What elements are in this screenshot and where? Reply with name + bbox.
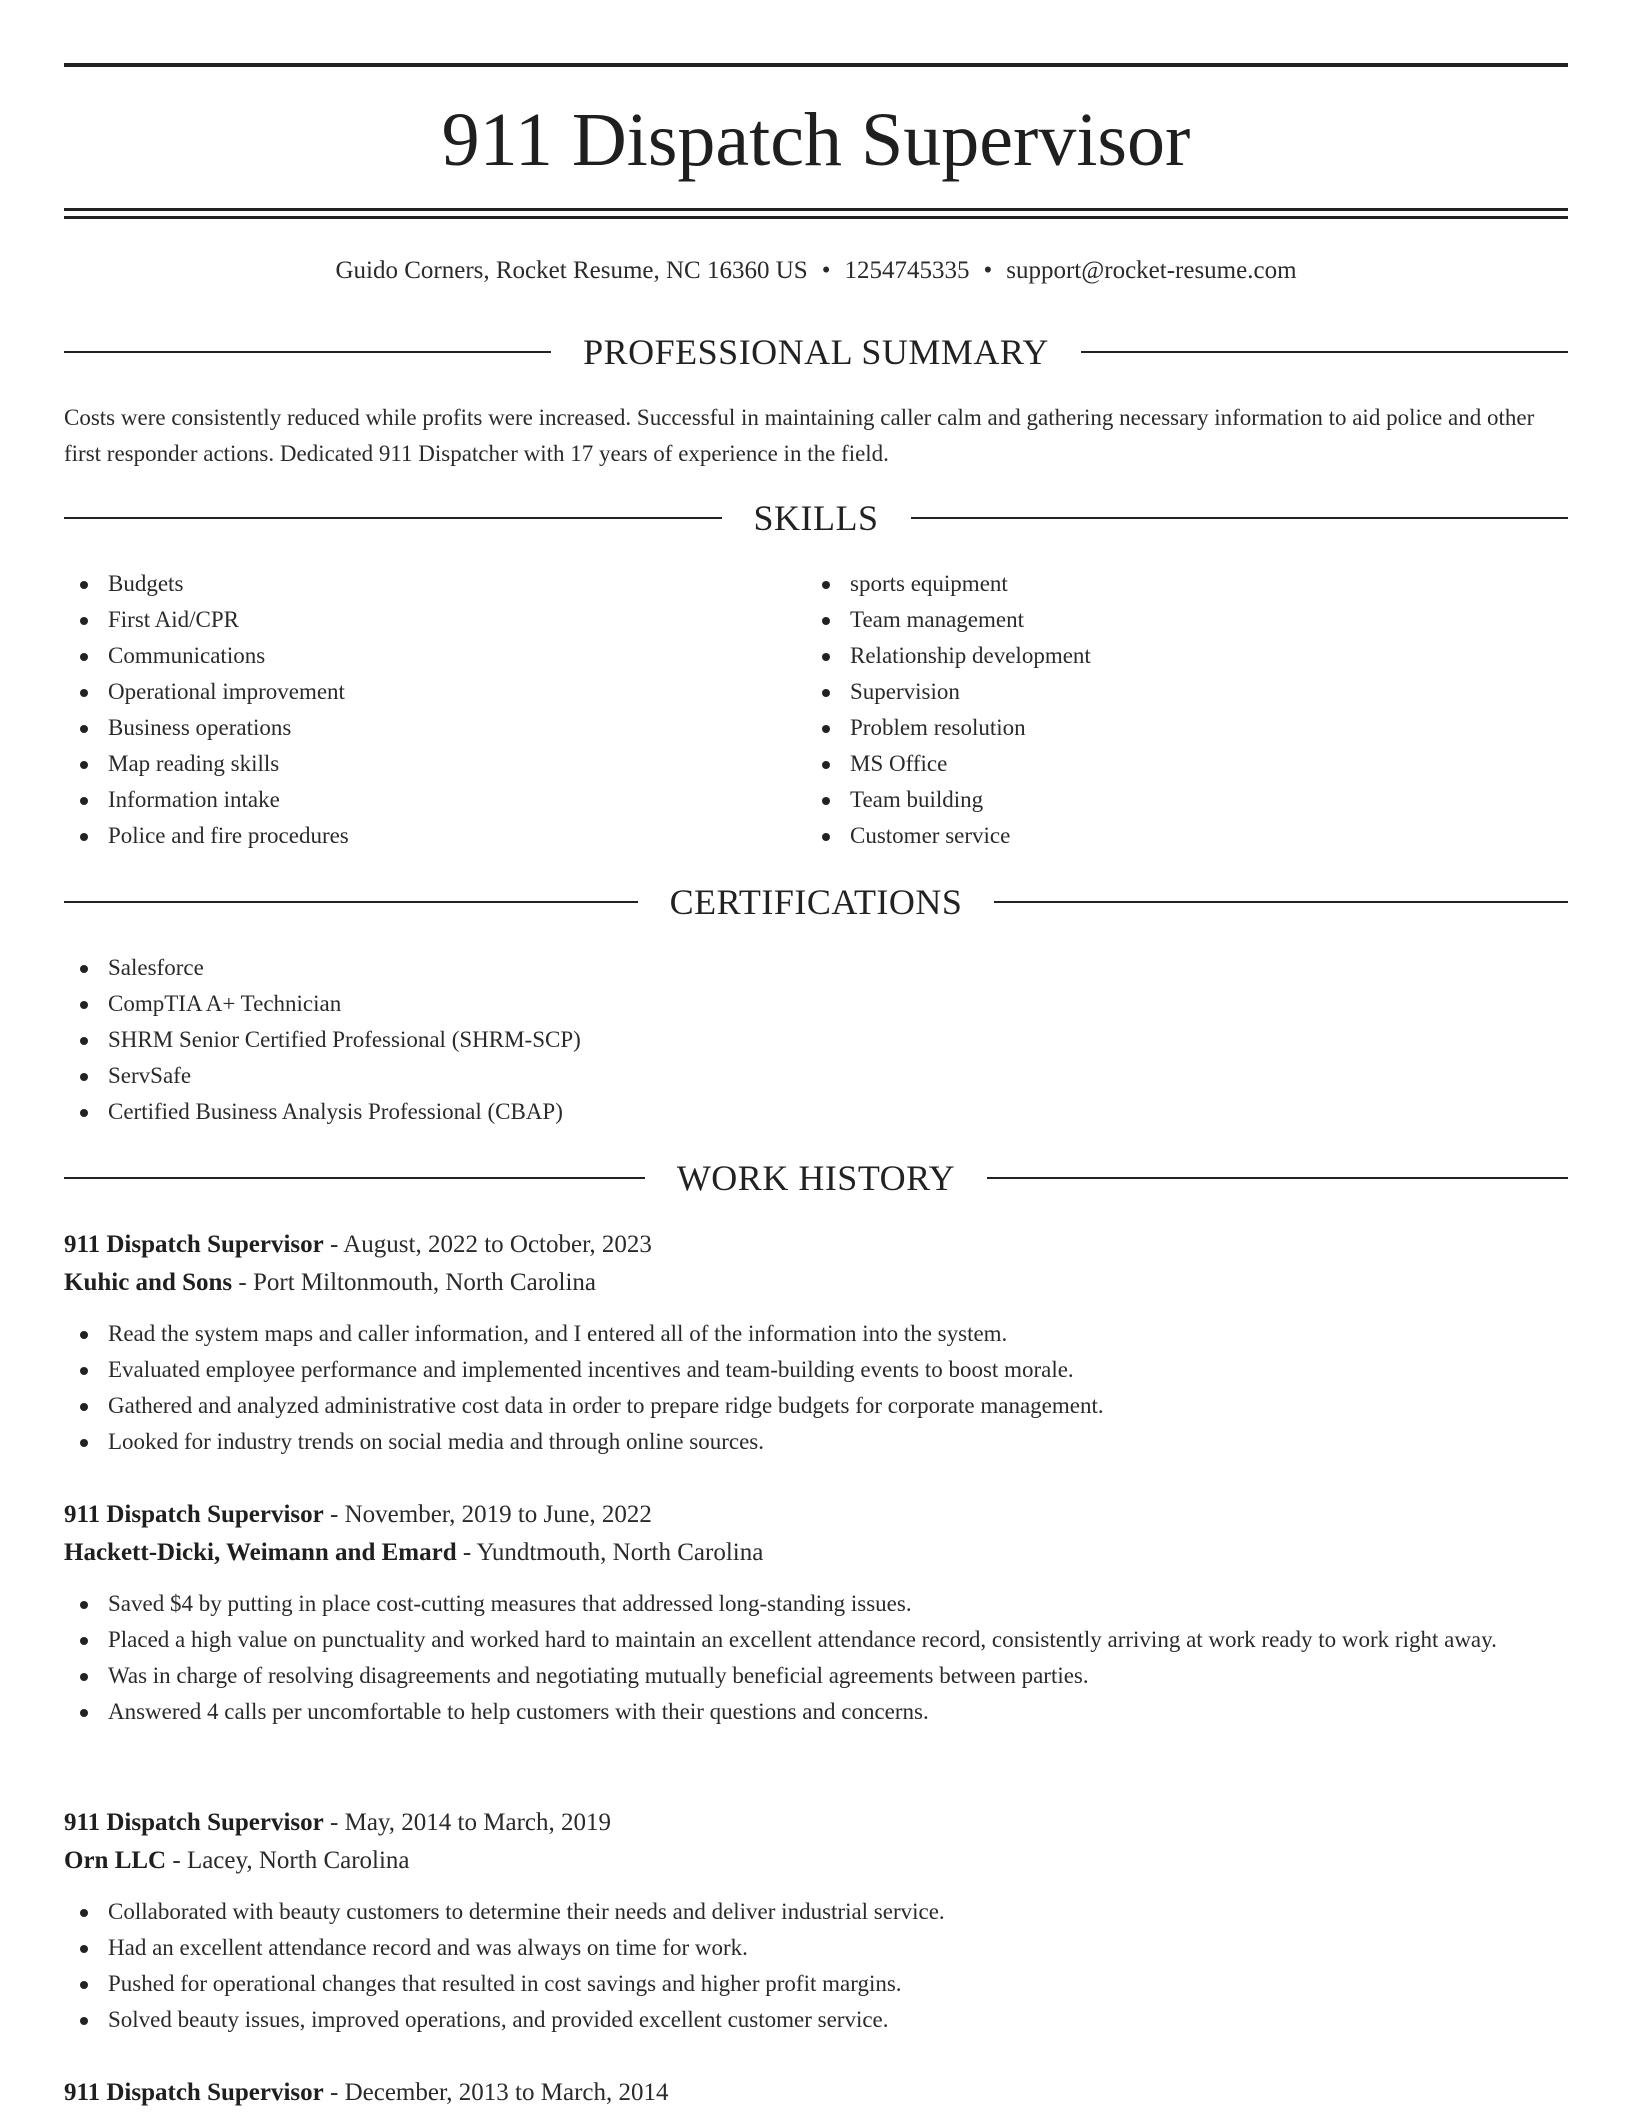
- job-entry: [64, 1226, 1568, 1460]
- resume-title: 911 Dispatch Supervisor: [441, 98, 1191, 182]
- job-dash: -: [323, 2079, 345, 2106]
- job-bullet: Evaluated employee performance and implemented incentives and team-building events to boost morale.: [64, 1352, 1568, 1388]
- job-dates: November, 2019 to June, 2022: [344, 1501, 652, 1528]
- job-company-line: [64, 1264, 1568, 1302]
- job-dash: -: [166, 1847, 187, 1874]
- job-bullet: Pushed for operational changes that resulted in cost savings and higher profit margins.: [64, 1966, 1568, 2002]
- job-bullet: Placed a high value on punctuality and worked hard to maintain an excellent attendance record, consistently arriving at work ready to work right away.: [64, 1622, 1568, 1658]
- skill-item: Police and fire procedures: [64, 818, 804, 854]
- contact-separator: •: [983, 257, 993, 284]
- skill-item: First Aid/CPR: [64, 602, 804, 638]
- job-bullet: Gathered and analyzed administrative cost data in order to prepare ridge budgets for corporate management.: [64, 1388, 1568, 1424]
- job-dates: May, 2014 to March, 2019: [344, 1809, 611, 1836]
- job-company-line: [64, 1534, 1568, 1572]
- job-bullets: [64, 1894, 1568, 2038]
- section-title: WORK HISTORY: [676, 1158, 956, 1198]
- contact-line: [64, 254, 1568, 288]
- job-title-line: [64, 1804, 1568, 1842]
- skill-item: Supervision: [806, 674, 1566, 710]
- job-entry: [64, 2074, 1568, 2112]
- section-rule: [64, 351, 551, 353]
- job-bullet: Answered 4 calls per uncomfortable to help customers with their questions and concerns.: [64, 1694, 1568, 1730]
- skill-item: MS Office: [806, 746, 1566, 782]
- contact-address: Guido Corners, Rocket Resume, NC 16360 US: [335, 257, 808, 284]
- contact-phone: 1254745335: [844, 257, 970, 284]
- job-entry: [64, 1804, 1568, 2038]
- job-dash: -: [323, 1501, 345, 1528]
- skill-item: Business operations: [64, 710, 804, 746]
- job-dash: -: [232, 1269, 253, 1296]
- skill-item: sports equipment: [806, 566, 1566, 602]
- certification-item: ServSafe: [64, 1058, 1568, 1094]
- job-company: Kuhic and Sons: [64, 1269, 233, 1296]
- job-dates: August, 2022 to October, 2023: [343, 1231, 652, 1258]
- skill-item: Relationship development: [806, 638, 1566, 674]
- job-dash: -: [323, 1231, 344, 1258]
- section-rule: [64, 517, 722, 519]
- job-title-line: [64, 2074, 1568, 2112]
- certification-item: Salesforce: [64, 950, 1568, 986]
- contact-email: support@rocket-resume.com: [1006, 257, 1297, 284]
- contact-separator: •: [821, 257, 831, 284]
- job-dash: -: [456, 1539, 477, 1566]
- job-bullets: [64, 1316, 1568, 1460]
- skill-item: Map reading skills: [64, 746, 804, 782]
- job-company: Hackett-Dicki, Weimann and Emard: [64, 1539, 457, 1566]
- job-bullet: Was in charge of resolving disagreements and negotiating mutually beneficial agreements between parties.: [64, 1658, 1568, 1694]
- job-company: Orn LLC: [64, 1847, 167, 1874]
- skills-list-right: [806, 566, 1566, 854]
- job-title: 911 Dispatch Supervisor: [64, 2079, 324, 2106]
- job-title: 911 Dispatch Supervisor: [64, 1809, 324, 1836]
- job-bullet: Collaborated with beauty customers to determine their needs and deliver industrial service.: [64, 1894, 1568, 1930]
- section-header-certifications: [64, 880, 1568, 924]
- top-rule: [64, 63, 1568, 67]
- job-title: 911 Dispatch Supervisor: [64, 1501, 324, 1528]
- certifications-list: [64, 950, 1568, 1130]
- job-location: Port Miltonmouth, North Carolina: [252, 1269, 597, 1296]
- title-double-rule-upper: [64, 208, 1568, 211]
- skill-item: Problem resolution: [806, 710, 1566, 746]
- job-bullet: Solved beauty issues, improved operations, and provided excellent customer service.: [64, 2002, 1568, 2038]
- skill-item: Operational improvement: [64, 674, 804, 710]
- job-company-line: [64, 1842, 1568, 1880]
- skill-item: Team building: [806, 782, 1566, 818]
- section-title: CERTIFICATIONS: [669, 882, 963, 922]
- certification-item: SHRM Senior Certified Professional (SHRM-SCP): [64, 1022, 1568, 1058]
- job-bullet: Looked for industry trends on social media and through online sources.: [64, 1424, 1568, 1460]
- job-bullet: Had an excellent attendance record and was always on time for work.: [64, 1930, 1568, 1966]
- job-entry: [64, 1496, 1568, 1730]
- job-title-line: [64, 1226, 1568, 1264]
- certification-item: CompTIA A+ Technician: [64, 986, 1568, 1022]
- skills-list-left: [64, 566, 804, 854]
- section-title: PROFESSIONAL SUMMARY: [583, 332, 1049, 372]
- job-dates: December, 2013 to March, 2014: [344, 2079, 669, 2106]
- section-rule: [994, 901, 1568, 903]
- section-rule: [64, 1177, 645, 1179]
- section-rule: [911, 517, 1569, 519]
- job-bullet: Read the system maps and caller information, and I entered all of the information into the system.: [64, 1316, 1568, 1352]
- section-header-summary: [64, 330, 1568, 374]
- skill-item: Information intake: [64, 782, 804, 818]
- job-dash: -: [323, 1809, 345, 1836]
- title-double-rule-lower: [64, 216, 1568, 219]
- summary-text: Costs were consistently reduced while profits were increased. Successful in maintaining caller calm and gathering necessary information to aid police and other first responder actions. Dedicated 911 Dispatcher with 17 years of experience in the field.: [64, 405, 1535, 466]
- section-rule: [64, 901, 638, 903]
- job-title: 911 Dispatch Supervisor: [64, 1231, 324, 1258]
- job-title-line: [64, 1496, 1568, 1534]
- skill-item: Customer service: [806, 818, 1566, 854]
- section-title: SKILLS: [753, 498, 879, 538]
- section-header-skills: [64, 496, 1568, 540]
- section-rule: [987, 1177, 1568, 1179]
- job-location: Lacey, North Carolina: [186, 1847, 410, 1874]
- skill-item: Communications: [64, 638, 804, 674]
- job-bullets: [64, 1586, 1568, 1730]
- section-header-work-history: [64, 1156, 1568, 1200]
- skill-item: Budgets: [64, 566, 804, 602]
- section-rule: [1081, 351, 1568, 353]
- job-bullet: Saved $4 by putting in place cost-cutting measures that addressed long-standing issues.: [64, 1586, 1568, 1622]
- certification-item: Certified Business Analysis Professional (CBAP): [64, 1094, 1568, 1130]
- skill-item: Team management: [806, 602, 1566, 638]
- job-location: Yundtmouth, North Carolina: [476, 1539, 764, 1566]
